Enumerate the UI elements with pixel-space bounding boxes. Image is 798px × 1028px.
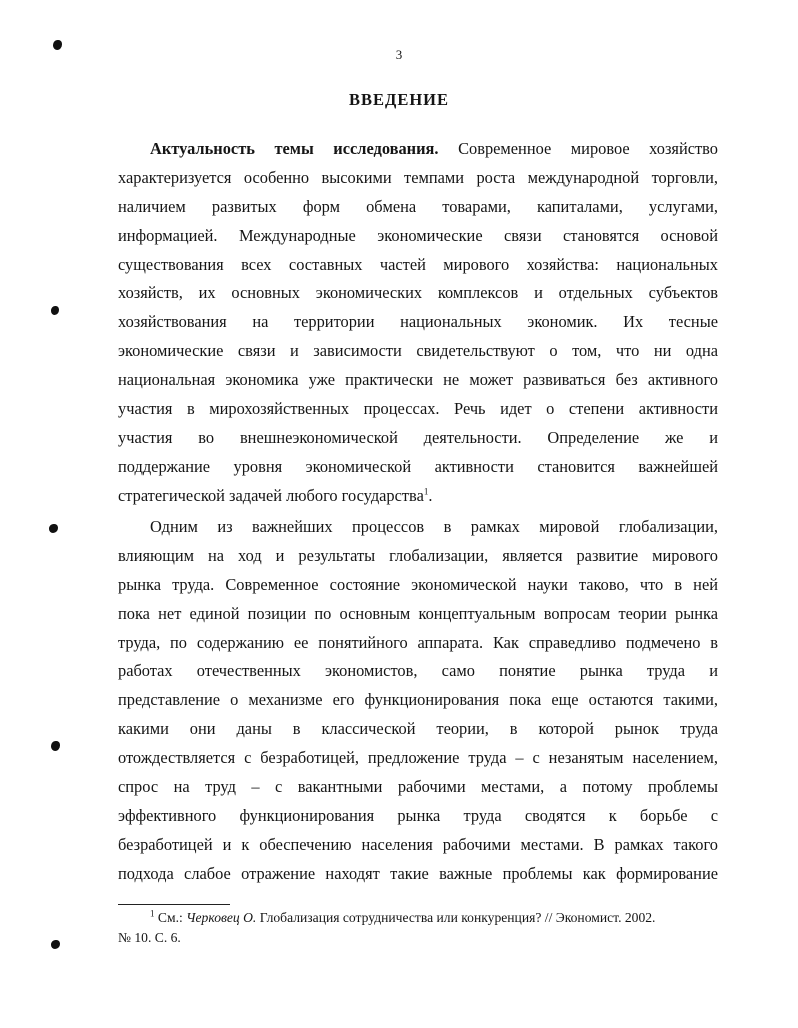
punch-hole-mark (49, 524, 58, 533)
paragraph-relevance (118, 135, 718, 511)
punch-hole-mark (51, 741, 60, 751)
page-number: 3 (395, 47, 403, 62)
text-line: участия во внешнеэкономической деятельности. Определение же и (118, 427, 718, 447)
text-line: какими они даны в классической теории, в которой рынок труда (118, 719, 718, 739)
text-line: информацией. Международные экономические связи становятся основой (118, 225, 718, 245)
text-line: экономические связи и зависимости свидетельствуют о том, что ни одна (118, 341, 718, 361)
text-line: хозяйств, их основных экономических комплексов и отдельных субъектов (118, 283, 718, 303)
page-title: ВВЕДЕНИЕ (348, 90, 450, 109)
footnote-author: Черковец О. (186, 910, 257, 925)
text-line: участия в мирохозяйственных процессах. Речь идет о степени активности (118, 399, 718, 419)
footnote (118, 908, 718, 948)
text-line: спрос на труд – с вакантными рабочими местами, а потому проблемы (118, 777, 718, 797)
section-lead: Актуальность темы исследования. (150, 139, 439, 158)
paragraph-labor-market (118, 513, 718, 889)
text-line: национальная экономика уже практически не может развиваться без активного (118, 370, 718, 390)
text-line: характеризуется особенно высокими темпами роста международной торговли, (118, 167, 718, 187)
punch-hole-mark (51, 940, 60, 949)
footnote-line: $^1$ См.: Черковец О. Глобализация сотрудничества или конкуренция? // Экономист. 2002. (150, 908, 656, 925)
text-line: рынка труда. Современное состояние экономической науки таково, что в ней (118, 574, 718, 594)
footnote-reference[interactable]: 1 (423, 486, 429, 497)
text-line: пока нет единой позиции по основным концептуальным вопросам теории рынка (118, 603, 718, 623)
text-line: эффективного функционирования рынка труда сводятся к борьбе с (118, 805, 718, 825)
text-line: хозяйствования на территории национальных экономик. Их тесные (118, 312, 718, 332)
punch-hole-mark (51, 306, 59, 315)
text-line: подхода слабое отражение находят такие важные проблемы как формирование (118, 863, 718, 883)
text-line: труда, по содержанию ее понятийного аппарата. Как справедливо подмечено в (118, 632, 718, 652)
footnote-separator (118, 904, 230, 905)
text-line: наличием развитых форм обмена товарами, капиталами, услугами, (118, 196, 718, 216)
text-line: работах отечественных экономистов, само понятие рынка труда и (118, 661, 718, 681)
text-line: представление о механизме его функционирования пока еще остаются такими, (118, 690, 718, 710)
text-line: Актуальность темы исследования. Современное мировое хозяйство (150, 139, 718, 158)
text-line: стратегической задачей любого государства$^1$. (118, 485, 433, 505)
footnote-line: № 10. С. 6. (118, 930, 181, 945)
text-line: поддержание уровня экономической активности становится важнейшей (118, 456, 718, 476)
text-line: Одним из важнейших процессов в рамках мировой глобализации, (150, 517, 718, 536)
text-line: существования всех составных частей мирового хозяйства: национальных (118, 254, 718, 274)
footnote-marker: 1 (150, 908, 155, 919)
text-line: отождествляется с безработицей, предложение труда – с незанятым населением, (118, 748, 718, 768)
text-line: безработицей и к обеспечению населения рабочими местами. В рамках такого (118, 834, 718, 854)
text-line: влияющим на ход и результаты глобализации, является развитие мирового (118, 545, 718, 565)
